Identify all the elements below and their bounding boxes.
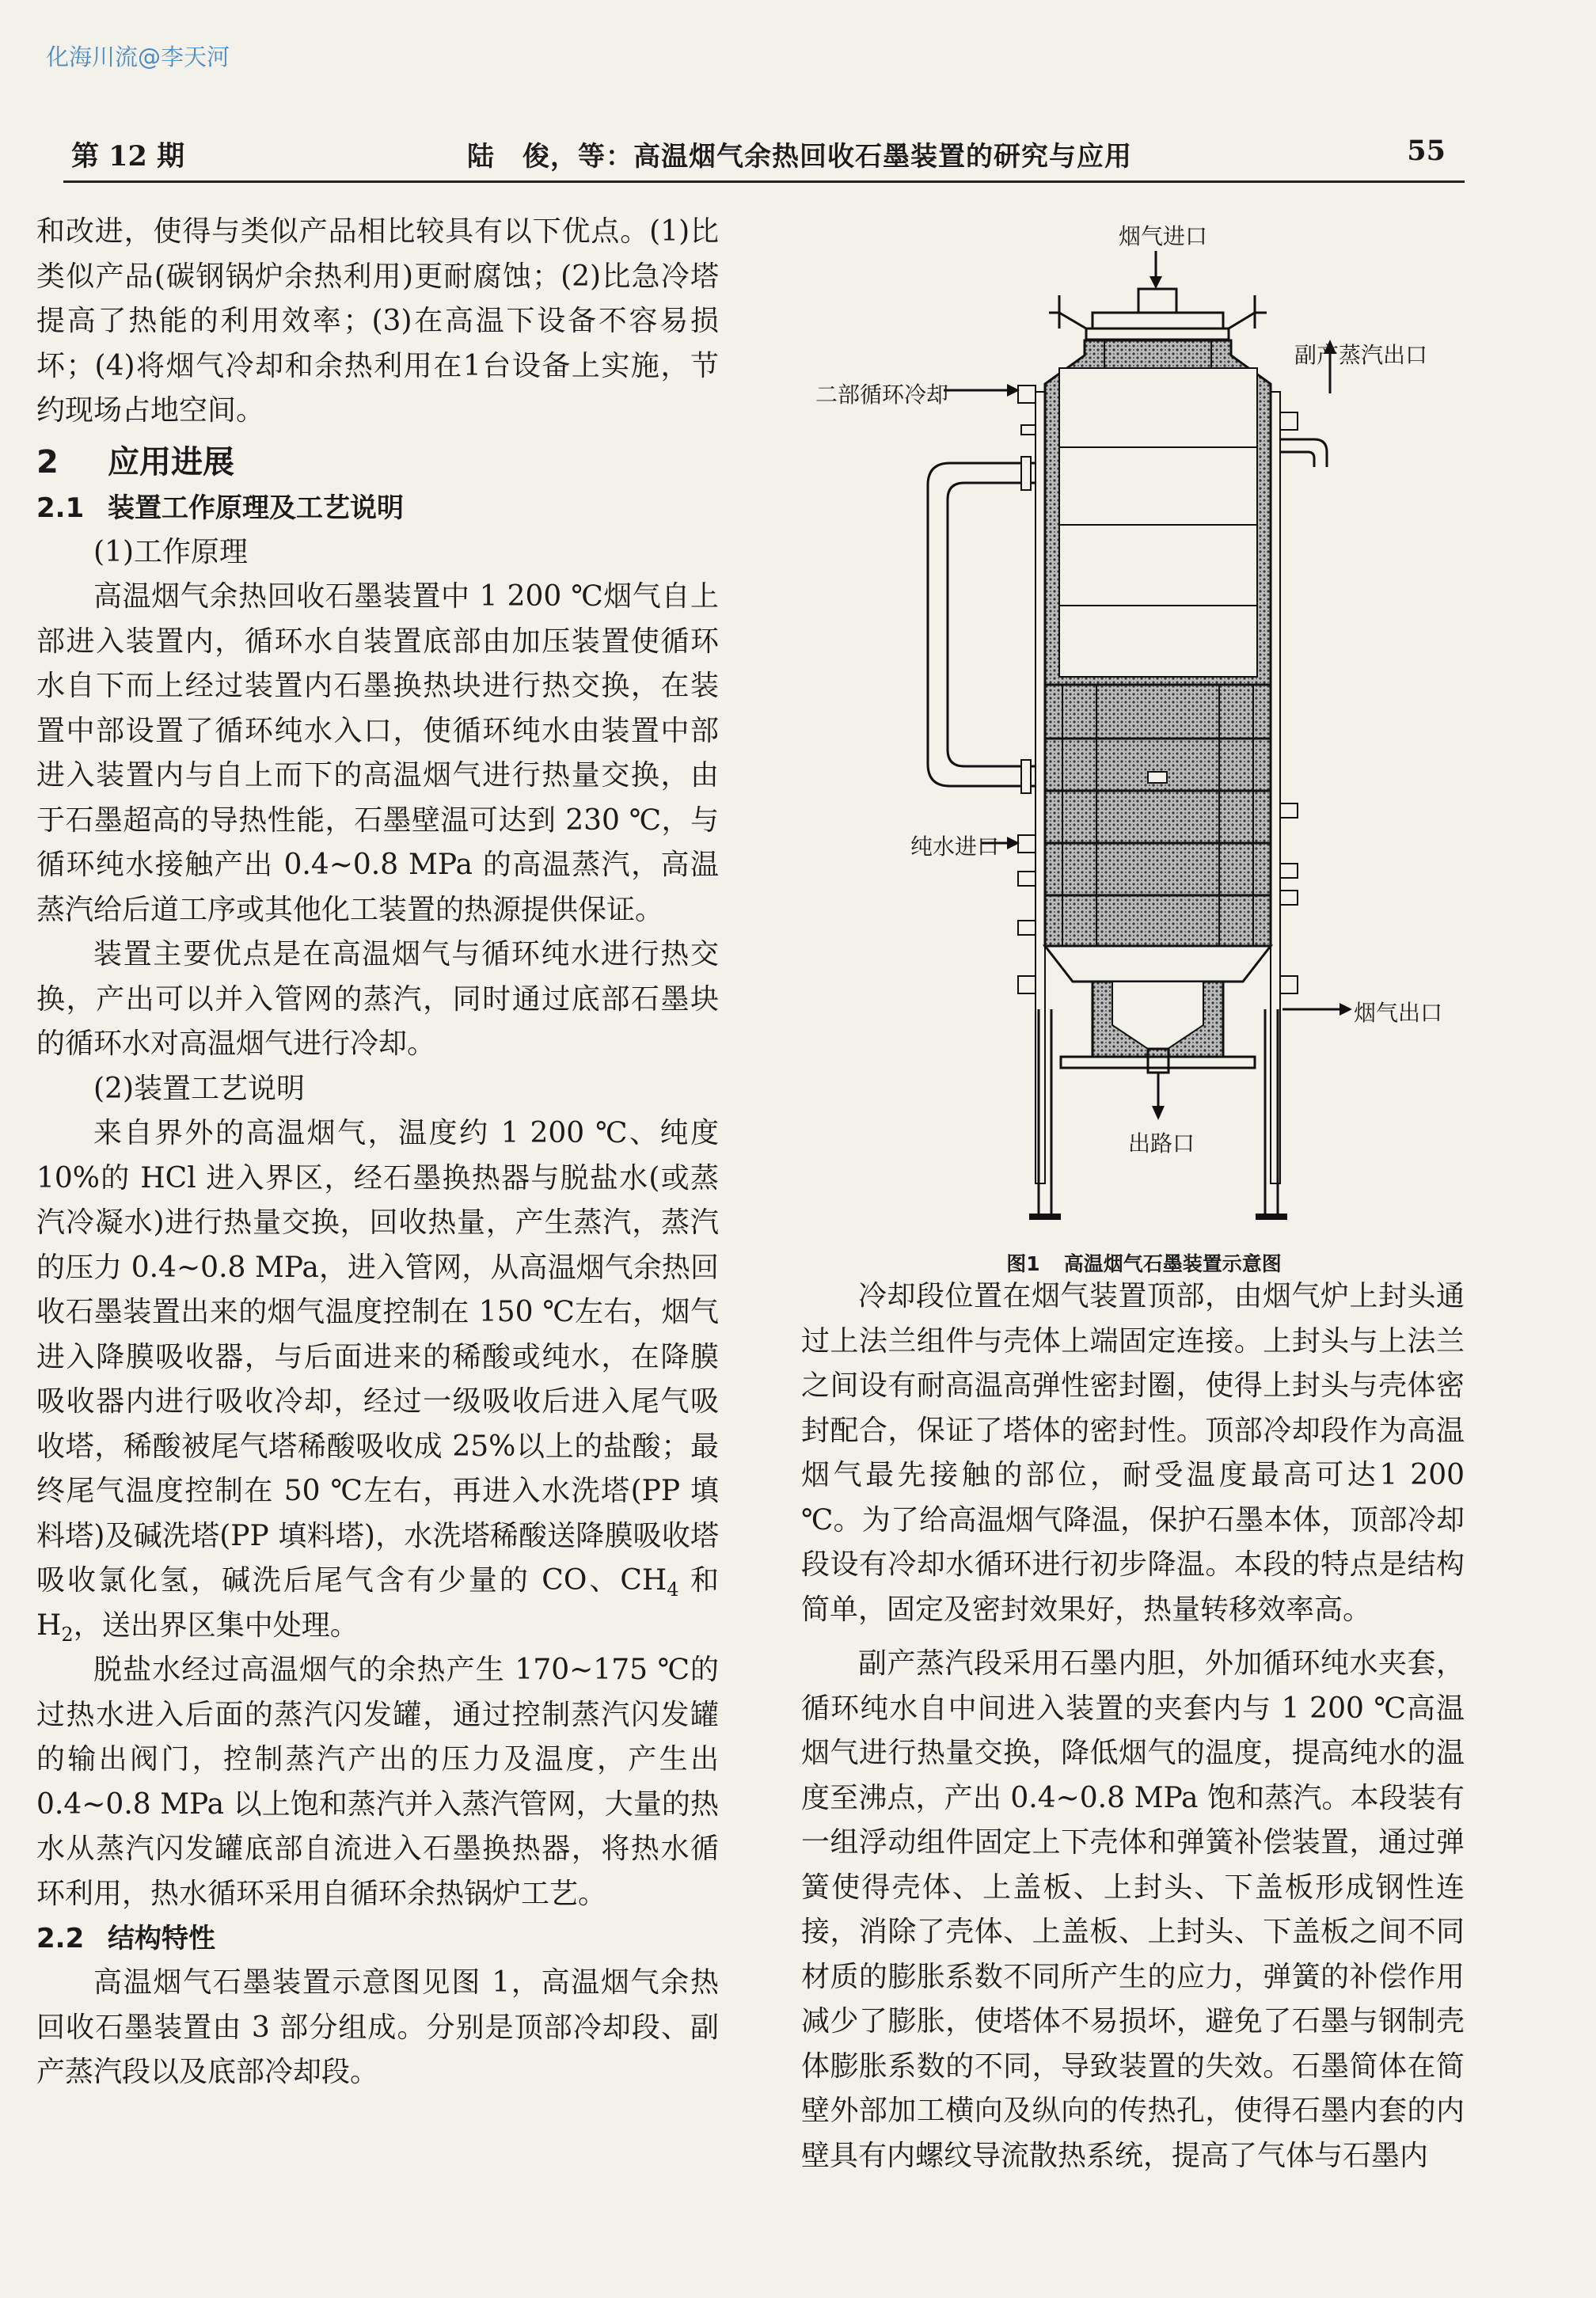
label-flue-gas-inlet: 烟气进口 (1119, 223, 1208, 249)
figure-1 (815, 210, 1443, 1278)
section-2-1-heading (36, 486, 719, 530)
paragraph-principle: 高温烟气余热回收石墨装置中 1 200 ℃烟气自上部进入装置内，循环水自装置底部由加压装置使循环水自下而上经过装置内石墨换热块进行热交换，在装置中部设置了循环纯水入口，使循环纯水由装置中部进入装置内与自上而下的高温烟气进行热量交换，由于石墨超高的导热性能，石墨壁温可达到 230 ℃，与循环纯水接触产出 0.4~0.8 MPa 的高温蒸汽，高温蒸汽给后道工序或其他化工装置的热源提供保证。 (36, 580, 719, 926)
graphite-blocks (1045, 685, 1271, 946)
subscript: 2 (61, 1623, 74, 1646)
section-title: 应用进展 (108, 443, 234, 480)
paragraph-structure: 高温烟气石墨装置示意图见图 1，高温烟气余热回收石墨装置由 3 部分组成。分别是顶部冷却段、副产蒸汽段以及底部冷却段。 (36, 1966, 719, 2088)
caption-number: 图1 (1006, 1252, 1040, 1275)
page-number: 55 (1407, 135, 1446, 167)
paragraph-steam-section: 副产蒸汽段采用石墨内胆，外加循环纯水夹套，循环纯水自中间进入装置的夹套内与 1 200 ℃高温烟气进行热量交换，降低烟气的温度，提高纯水的温度至沸点，产出 0.4~0.8 MPa 饱和蒸汽。本段装有一组浮动组件固定上下壳体和弹簧补偿装置，通过弹簧使得壳体、上盖板、上封头、下盖板形成钢性连接，消除了壳体、上盖板、上封头、下盖板之间不同材质的膨胀系数不同所产生的应力，弹簧的补偿作用减少了膨胀，使塔体不易损坏，避免了石墨与钢制壳体膨胀系数的不同，导致装置的失效。石墨简体在简壁外部加工横向及纵向的传热孔，使得石墨内套的内壁具有内螺纹导流散热系统，提高了气体与石墨内 (801, 1647, 1465, 2172)
text-run: ，送出界区集中处理。 (73, 1609, 359, 1642)
section-2-2-heading (36, 1916, 719, 1961)
label-secondary-cooling: 二部循环冷却 (815, 382, 949, 408)
bypass-pipe (928, 463, 1036, 786)
right-column (801, 1274, 1465, 2178)
section-number: 2.2 (36, 1923, 85, 1954)
caption-text: 高温烟气石墨装置示意图 (1063, 1252, 1282, 1275)
header-rule (63, 180, 1465, 183)
top-flange (1092, 313, 1223, 329)
running-title: 陆 俊，等：高温烟气余热回收石墨装置的研究与应用 (467, 141, 1132, 173)
figure-caption (855, 1248, 1433, 1277)
issue-number: 第 12 期 (71, 140, 185, 173)
text-run: 来自界外的高温烟气，温度约 1 200 ℃、纯度10%的 HCl 进入界区，经石墨换热器与脱盐水(或蒸汽冷凝水)进行热量交换，回收热量，产生蒸汽，蒸汽的压力 0.4~0.8 MPa，进入管网，从高温烟气余热回收石墨装置出来的烟气温度控制在 150 ℃左右，烟气进入降膜吸收器，与后面进来的稀酸或纯水，在降膜吸收器内进行吸收冷却，经过一级吸收后进入尾气吸收塔，稀酸被尾气塔稀酸吸收成 25%以上的盐酸；最终尾气温度控制在 50 ℃左右，再进入水洗塔(PP 填料塔)及碱洗塔(PP 填料塔)，水洗塔稀酸送降膜吸收塔吸收氯化氢，碱洗后尾气含有少量的 CO、CH (36, 1117, 719, 1597)
label-steam-outlet: 副产蒸汽出口 (1294, 342, 1428, 368)
paragraph-intro: 和改进，使得与类似产品相比较具有以下优点。(1)比类似产品(碳钢锅炉余热利用)更耐腐蚀；(2)比急冷塔提高了热能的利用效率；(3)在高温下设备不容易损坏；(4)将烟气冷却和余热利用在1台设备上实施，节约现场占地空间。 (36, 215, 719, 427)
section-title: 结构特性 (108, 1923, 215, 1954)
paragraph-advantage: 装置主要优点是在高温烟气与循环纯水进行热交换，产出可以并入管网的蒸汽，同时通过底部石墨块的循环水对高温烟气进行冷却。 (36, 938, 719, 1060)
label-pure-water-inlet: 纯水进口 (910, 834, 1000, 860)
paragraph-water: 脱盐水经过高温烟气的余热产生 170~175 ℃的过热水进入后面的蒸汽闪发罐，通过控制蒸汽闪发罐的输出阀门，控制蒸汽产出的压力及温度，产生出 0.4~0.8 MPa 以上饱和蒸汽并入蒸汽管网，大量的热水从蒸汽闪发罐底部自流进入石墨换热器，将热水循环利用，热水循环采用自循环余热锅炉工艺。 (36, 1654, 719, 1910)
subheading-principle: (1)工作原理 (93, 535, 248, 568)
label-flue-gas-outlet: 烟气出口 (1354, 1000, 1443, 1026)
section-number: 2.1 (36, 492, 85, 524)
section-2-heading (36, 439, 719, 486)
section-number: 2 (36, 443, 59, 480)
left-column (36, 210, 719, 2095)
section-title: 装置工作原理及工艺说明 (108, 492, 404, 524)
subheading-process: (2)装置工艺说明 (93, 1072, 305, 1105)
text-run: 和 H (36, 1564, 719, 1642)
inlet-nozzle (1138, 289, 1176, 313)
watermark: 化海川流@李天河 (46, 44, 230, 70)
label-outlet: 出路口 (1128, 1130, 1195, 1157)
paragraph-process (36, 1111, 719, 1648)
subscript: 4 (667, 1578, 679, 1601)
paragraph-cooling-section: 冷却段位置在烟气装置顶部，由烟气炉上封头通过上法兰组件与壳体上端固定连接。上封头与上法兰之间设有耐高温高弹性密封圈，使得上封头与壳体密封配合，保证了塔体的密封性。顶部冷却段作为高温烟气最先接触的部位，耐受温度最高可达1 200 ℃。为了给高温烟气降温，保护石墨本体，顶部冷却段设有冷却水循环进行初步降温。本段的特点是结构简单，固定及密封效果好，热量转移效率高。 (801, 1280, 1465, 1626)
